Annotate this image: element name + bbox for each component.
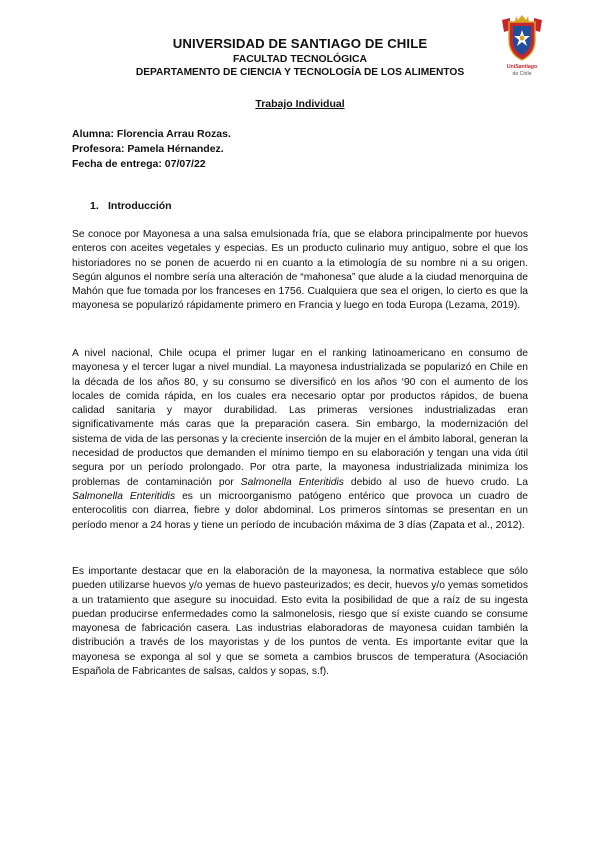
paragraph-1: Se conoce por Mayonesa a una salsa emulsionada fría, que se elabora principalmente por huevos enteros con aceites vegetales y especias. Es un producto culinario muy antiguo, sobre el que los historiadores no se ponen de acuerdo ni en cuanto a la etimología de su nombre ni a su origen. Según algunos el nombre sería una alteración de “mahonesa” que alude a la ciudad menorquina de Mahón que fue tomada por los franceses en 1756. Cualquiera que sea el origen, lo cierto es que la mayonesa se popularizó rápidamente primero en Francia y luego en toda Europa (Lezama, 2019). xyxy=(72,229,528,312)
university-name: UNIVERSIDAD DE SANTIAGO DE CHILE xyxy=(172,36,428,51)
section-heading xyxy=(90,200,172,212)
university-crest-icon xyxy=(498,14,546,64)
delivery-date: Fecha de entrega: 07/07/22 xyxy=(72,158,206,170)
paragraph-2-text-c: es un microorganismo patógeno entérico que provoca un cuadro de enterocolitis con diarrea, fiebre y dolor abdominal. Los primeros síntomas se presentan en un período menor a 24 horas y tiene un período de incubación máxima de 3 días (Zapata et al., 2012). xyxy=(72,490,528,531)
species-name-italic: Salmonella Enteritidis xyxy=(72,490,176,502)
professor-name: Profesora: Pamela Hérnandez. xyxy=(72,143,224,155)
section-number: 1. xyxy=(90,200,99,212)
document-title xyxy=(0,98,600,110)
paragraph-2-text-b: debido al uso de huevo crudo. La xyxy=(343,476,528,488)
student-info xyxy=(72,127,231,172)
logo-text-unisantiago: UniSantiago xyxy=(506,64,538,70)
paragraph-3: Es importante destacar que en la elaboración de la mayonesa, la normativa establece que sólo pueden utilizarse huevos y/o yemas de huevo pasteurizados; es decir, huevos y/o yemas sometidos a un tratamiento que asegure su inocuidad. Esto evita la posibilidad de que a raíz de su ingesta puedan producirse enfermedades como la salmonelosis, riesgo que sí existe cuando se consume mayonesa de fabricación casera. Las industrias elaboradoras de mayonesa cuidan también la distribución a través de los mayoristas y de los puntos de venta. Es importante evitar que la mayonesa se exponga al sol y que se someta a cambios bruscos de temperatura (Asociación Española de Fabricantes de salsas, caldos y sopas, s.f). xyxy=(72,566,528,678)
document-title-text: Trabajo Individual xyxy=(255,98,345,110)
logo-text-dechile: de Chile xyxy=(512,71,532,77)
document-header xyxy=(72,36,528,79)
species-name-italic: Salmonella Enteritidis xyxy=(240,476,344,488)
section-title: Introducción xyxy=(108,200,172,212)
paragraph-2-text-a: A nivel nacional, Chile ocupa el primer lugar en el ranking latinoamericano en consumo de mayonesa y el tercer lugar a nivel mundial. La mayonesa industrializada se popularizó en Chile en la década de los años 80, y su consumo se diversificó en los años ‘90 con el aumento de los locales de comida rápida, en los cuales era necesario optar por productos rápidos, de buena calidad sanitaria y mayor durabilidad. Las primeras versiones industrializadas eran significativamente más caras que la preparación casera. Sin embargo, la modernización del sistema de vida de las personas y la creciente inserción de la mujer en el ámbito laboral, generan la necesidad de productos que demanden el mínimo tiempo en su elaboración y tengan una vida útil segura por un período prolongado. Por otra parte, la mayonesa industrializada minimiza los problemas de contaminación por xyxy=(72,348,528,488)
department-name: DEPARTAMENTO DE CIENCIA Y TECNOLOGÍA DE LOS ALIMENTOS xyxy=(135,67,465,78)
university-logo xyxy=(498,14,546,80)
paragraph-2 xyxy=(72,347,528,533)
student-name: Alumna: Florencia Arrau Rozas. xyxy=(72,128,231,140)
faculty-name: FACULTAD TECNOLÓGICA xyxy=(232,54,368,65)
